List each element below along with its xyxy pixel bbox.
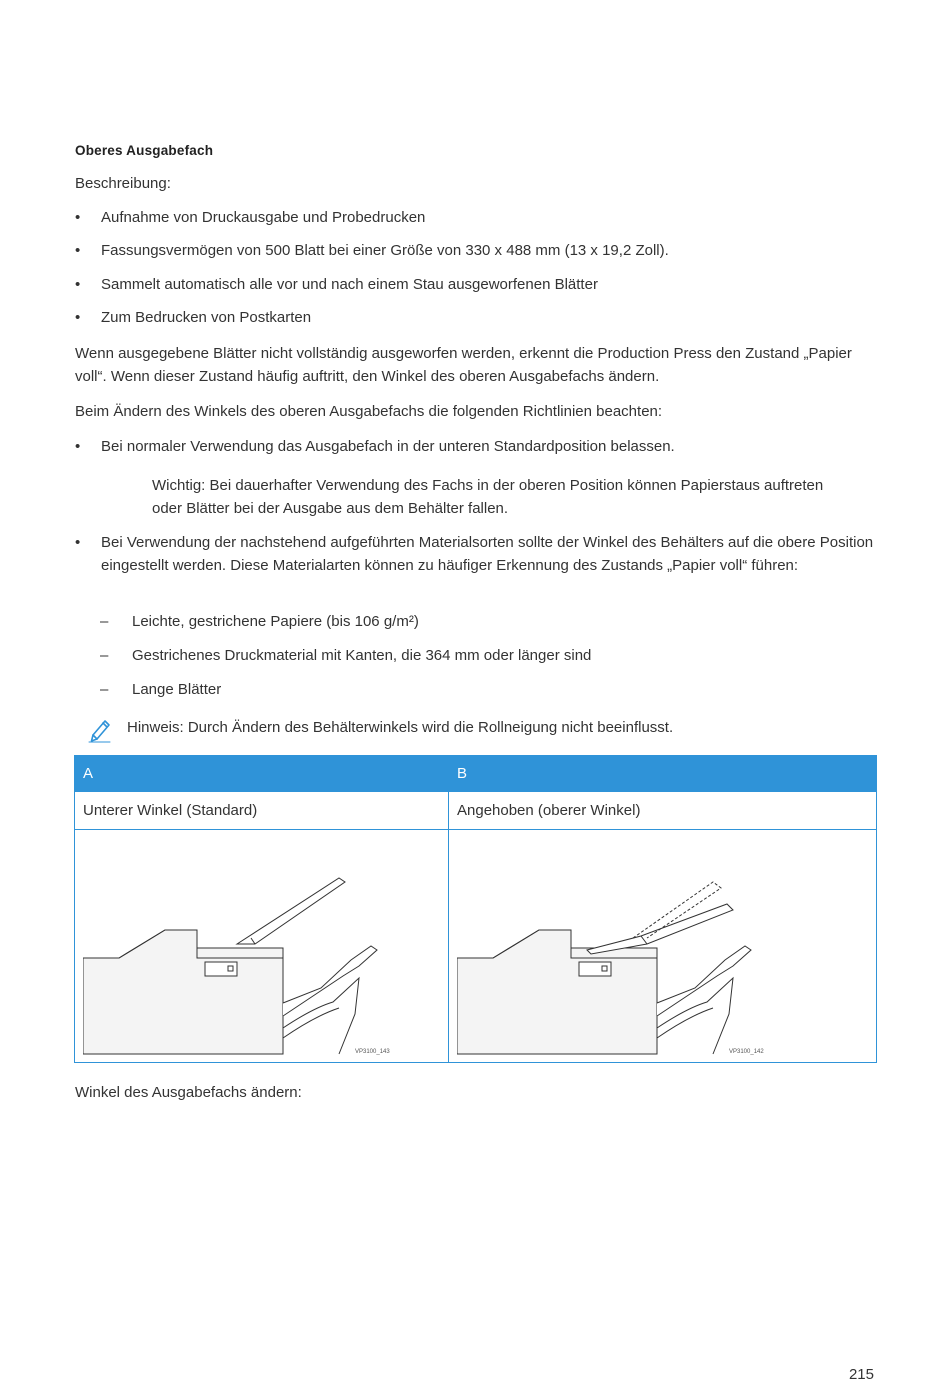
list-item-text: Fassungsvermögen von 500 Blatt bei einer Größe von 330 x 488 mm (13 x 19,2 Zoll). bbox=[101, 242, 669, 259]
list-item-text: Sammelt automatisch alle vor und nach einem Stau ausgeworfenen Blätter bbox=[101, 276, 598, 293]
table-header-a: A bbox=[75, 756, 449, 792]
bullet-mark: • bbox=[75, 276, 81, 293]
list-item-text: Bei normaler Verwendung das Ausgabefach in der unteren Standardposition belassen. bbox=[101, 438, 675, 455]
list-item-text: Aufnahme von Druckausgabe und Probedrucken bbox=[101, 209, 426, 226]
guidelines-paragraph: Beim Ändern des Winkels des oberen Ausgabefachs die folgenden Richtlinien beachten: bbox=[75, 403, 663, 420]
section-heading: Oberes Ausgabefach bbox=[75, 143, 214, 158]
dash-mark: – bbox=[100, 647, 109, 664]
page-number: 215 bbox=[848, 1366, 874, 1383]
list-item bbox=[75, 531, 875, 601]
list-item-text: Zum Bedrucken von Postkarten bbox=[101, 309, 312, 326]
list-item bbox=[75, 435, 875, 458]
dash-mark: – bbox=[100, 681, 109, 698]
figure-code-b: VP3100_142 bbox=[729, 1049, 764, 1055]
tray-angle-table bbox=[74, 755, 877, 1063]
pencil-note-icon bbox=[86, 716, 114, 744]
list-item-text: Bei Verwendung der nachstehend aufgeführten Materialsorten sollte der Winkel des Behälters auf die obere Position eingestellt werden. Diese Materialarten können zu häufiger Erkennung des Zustands „Papier voll“ führen: bbox=[101, 534, 874, 574]
tray-lower-angle-figure bbox=[83, 838, 383, 1058]
paper-full-paragraph: Wenn ausgegebene Blätter nicht vollständig ausgeworfen werden, erkennt die Production Press den Zustand „Papier voll“. Wenn dieser Zustand häufig auftritt, den Winkel des oberen Ausgabefachs ändern. bbox=[75, 345, 852, 385]
table-cell-label-b: Angehoben (oberer Winkel) bbox=[449, 792, 877, 830]
sub-list-item bbox=[100, 678, 860, 701]
sub-list-item-text: Leichte, gestrichene Papiere (bis 106 g/m²) bbox=[132, 613, 419, 630]
sub-list-item bbox=[100, 644, 860, 667]
bullet-mark: • bbox=[75, 534, 81, 551]
list-item bbox=[75, 273, 875, 296]
description-label: Beschreibung: bbox=[75, 175, 171, 192]
note-text: Hinweis: Durch Ändern des Behälterwinkels wird die Rollneigung nicht beeinflusst. bbox=[127, 719, 674, 736]
bullet-mark: • bbox=[75, 309, 81, 326]
sub-list-item-text: Gestrichenes Druckmaterial mit Kanten, die 364 mm oder länger sind bbox=[132, 647, 592, 664]
bullet-mark: • bbox=[75, 242, 81, 259]
tray-raised-angle-figure bbox=[457, 838, 757, 1058]
table-cell-label-a: Unterer Winkel (Standard) bbox=[75, 792, 449, 830]
table-cell-figure-b bbox=[449, 830, 877, 1063]
dash-mark: – bbox=[100, 613, 109, 630]
sub-list-item bbox=[100, 610, 860, 633]
table-header-b: B bbox=[449, 756, 877, 792]
list-item bbox=[75, 239, 875, 262]
figure-code-a: VP3100_143 bbox=[355, 1049, 390, 1055]
bullet-mark: • bbox=[75, 438, 81, 455]
important-notice: Wichtig: Bei dauerhafter Verwendung des Fachs in der oberen Position können Papierstaus auftreten oder Blätter bei der Ausgabe aus dem Behälter fallen. bbox=[152, 477, 824, 517]
bullet-mark: • bbox=[75, 209, 81, 226]
list-item bbox=[75, 206, 875, 229]
list-item bbox=[75, 306, 875, 329]
sub-list-item-text: Lange Blätter bbox=[132, 681, 222, 698]
table-cell-figure-a bbox=[75, 830, 449, 1063]
after-table-text: Winkel des Ausgabefachs ändern: bbox=[75, 1084, 302, 1101]
